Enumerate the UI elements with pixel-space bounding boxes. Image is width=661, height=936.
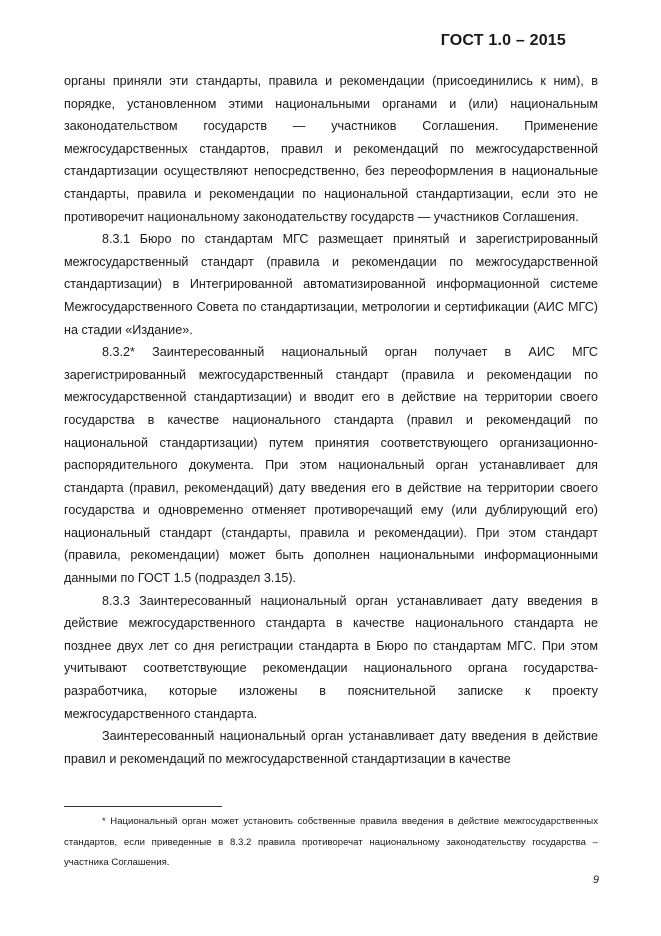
page-number: 9 <box>592 874 599 886</box>
paragraph-rules-introduction: Заинтересованный национальный орган устанавливает дату введения в действие правил и рекомендаций по межгосударственной стандартизации в качестве <box>64 729 598 766</box>
paragraph-continuation: органы приняли эти стандарты, правила и рекомендации (присоединились к ним), в порядке, установленном этими национальными органами и (или) национальным законодательством государств — участников Соглашения. Применение межгосударственных стандартов, правил и рекомендаций по межгосударственной стандартизации осуществляют непосредственно, без переоформления в национальные стандарты, правила и рекомендации по национальной стандартизации, если это не противоречит национальному законодательству государств — участников Соглашения. <box>64 74 598 224</box>
paragraph-8-3-2: 8.3.2* Заинтересованный национальный орган получает в АИС МГС зарегистрированный межгосударственный стандарт (правила и рекомендации по межгосударственной стандартизации) и вводит его в действие на территории своего государства в качестве национального стандарта (правил и рекомендаций по национальной стандартизации) путем принятия соответствующего организационно-распорядительного документа. При этом национальный орган устанавливает для стандарта (правил, рекомендаций) дату введения его в действие на территории своего государства и одновременно отменяет противоречащий ему (или дублирующий его) национальный стандарт (стандарты, правила и рекомендации). При этом стандарт (правила, рекомендации) может быть дополнен национальными информационными данными по ГОСТ 1.5 (подраздел 3.15). <box>64 345 598 586</box>
body-text <box>64 70 598 770</box>
document-code-header: ГОСТ 1.0 – 2015 <box>440 32 566 49</box>
footnote-separator <box>64 806 222 807</box>
paragraph-8-3-1: 8.3.1 Бюро по стандартам МГС размещает принятый и зарегистрированный межгосударственный стандарт (правила и рекомендации по межгосударственной стандартизации) в Интегрированной автоматизированной информационной системе Межгосударственного Совета по стандартизации, метрологии и сертификации (АИС МГС) на стадии «Издание». <box>64 232 598 337</box>
footnote: * Национальный орган может установить собственные правила введения в действие межгосударственных стандартов, если приведенные в 8.3.2 правила противоречат национальному законодательству государства – участника Соглашения. <box>64 816 598 869</box>
paragraph-8-3-3: 8.3.3 Заинтересованный национальный орган устанавливает дату введения в действие межгосударственного стандарта в качестве национального стандарта не позднее двух лет со дня регистрации стандарта в Бюро по стандартам МГС. При этом учитывают соответствующие рекомендации национального органа государства-разработчика, которые изложены в пояснительной записке к проекту межгосударственного стандарта. <box>64 593 598 721</box>
